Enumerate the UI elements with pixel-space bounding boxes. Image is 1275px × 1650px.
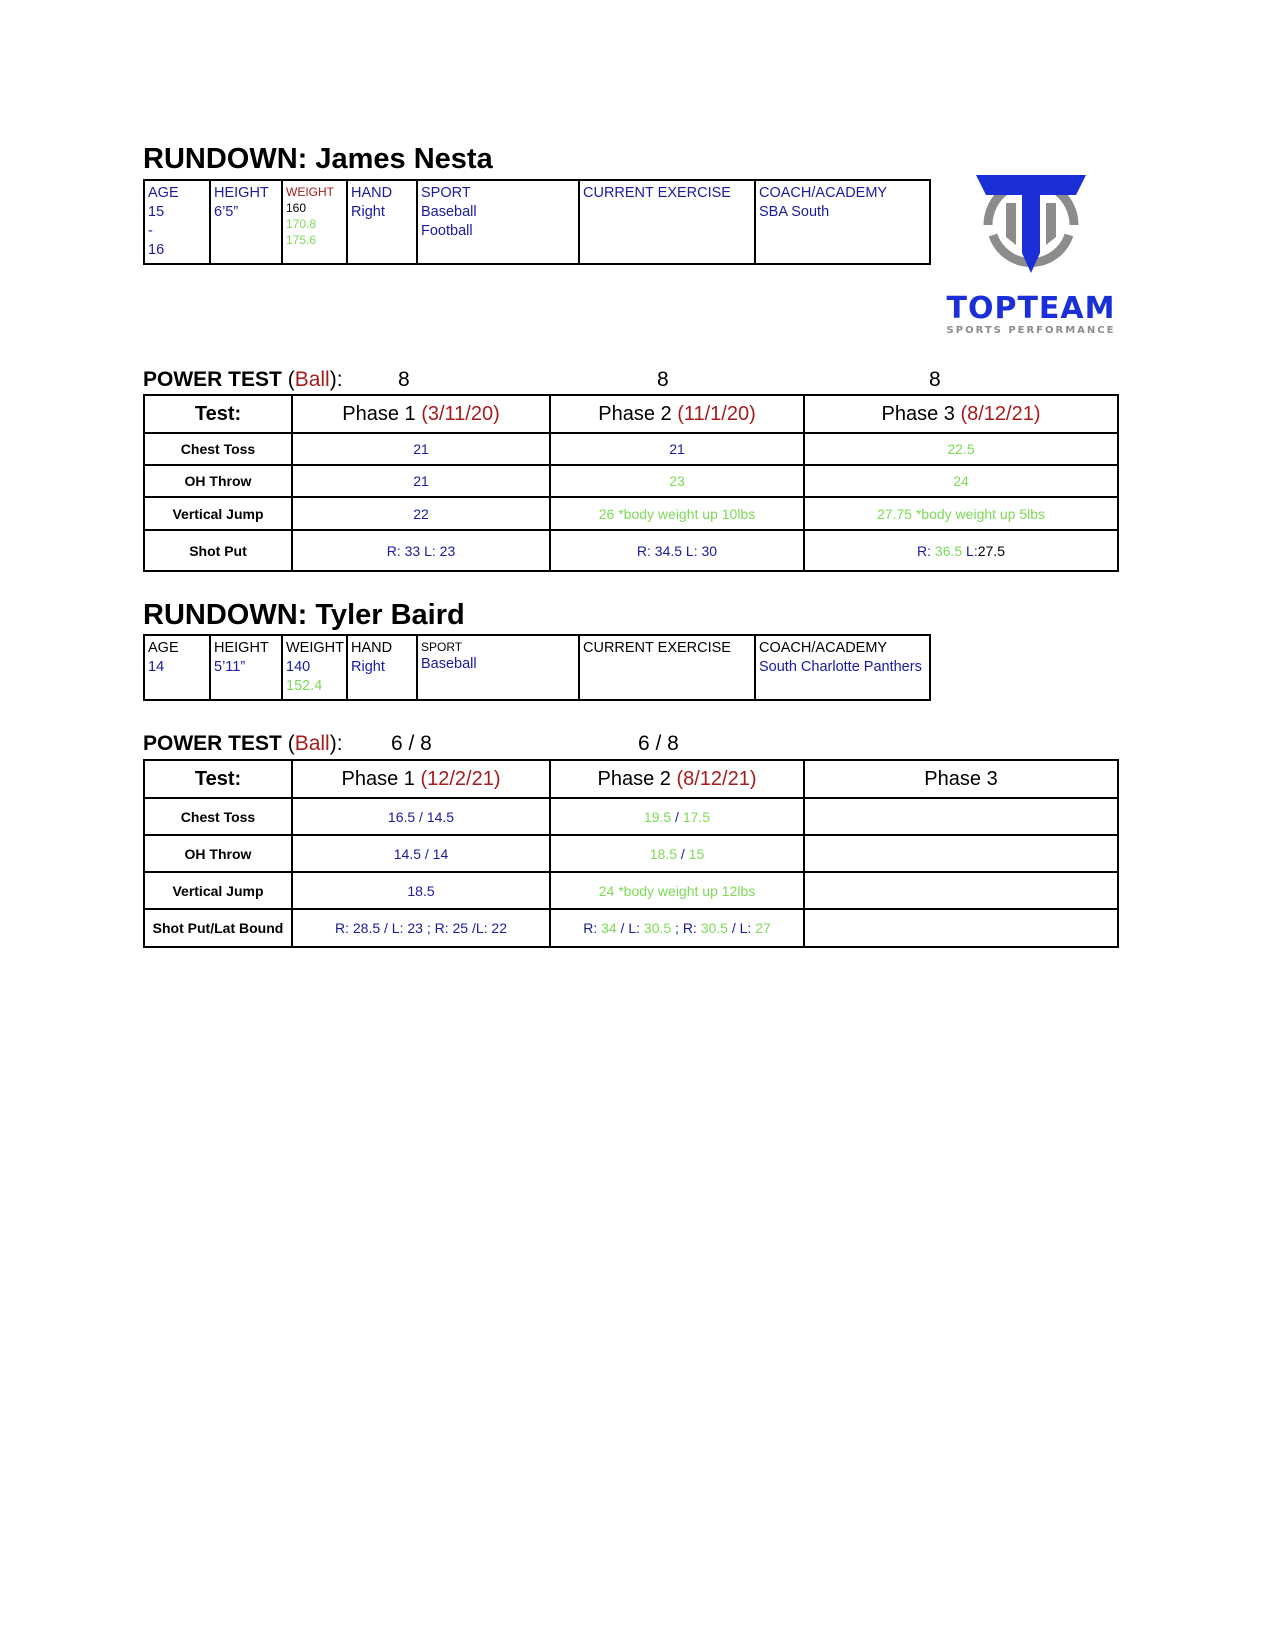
result-cell [550,433,804,465]
result-cell [804,465,1118,497]
table-row [144,872,1118,909]
result-value: 18.5 [649,845,677,862]
result-cell [292,465,550,497]
result-cell [292,872,550,909]
result-cell [804,433,1118,465]
result-cell [804,497,1118,530]
result-value: 34 [601,920,617,936]
result-value: 14.5 / 14 [393,845,449,862]
row-label: Vertical Jump [144,497,292,530]
result-cell [292,433,550,465]
power-test-table-1 [143,394,1119,572]
result-cell [804,530,1118,571]
test-header: Test: [144,395,292,433]
result-value: 15 [688,845,705,862]
table-row [144,909,1118,947]
result-value: / [671,808,683,825]
phase-header: Phase 2 (8/12/21) [550,760,804,798]
result-value: 22.5 [947,441,975,457]
result-value: 24 *body weight up 12lbs [598,882,756,899]
result-cell [292,798,550,835]
table-row [144,465,1118,497]
logo-tagline: SPORTS PERFORMANCE [946,325,1116,336]
phase-header: Phase 1 (3/11/20) [292,395,550,433]
row-label: OH Throw [144,465,292,497]
result-cell [550,909,804,947]
result-value: / [677,845,689,862]
ball-value: 8 [929,368,941,391]
result-value: R: 34.5 L: 30 [636,542,718,559]
result-cell [550,530,804,571]
athlete-info-table-1 [143,179,931,265]
result-value: 17.5 [682,808,711,825]
hand-cell: HAND Right [347,180,417,264]
phase-header: Phase 3 (8/12/21) [804,395,1118,433]
result-value: 19.5 [643,808,672,825]
result-value: R: 33 L: 23 [386,542,456,559]
result-value: 27.5 [977,542,1005,559]
result-value: R: 28.5 / L: 23 ; R: 25 /L: 22 [335,920,507,936]
result-cell [550,465,804,497]
result-value: R: [917,542,935,559]
row-label: Shot Put/Lat Bound [144,909,292,947]
result-value: 23 [669,473,685,489]
table-row [144,835,1118,872]
row-label: Shot Put [144,530,292,571]
height-cell: HEIGHT 6’5” [210,180,282,264]
power-test-label-1: POWER TEST (Ball): [143,368,343,391]
result-value: 26 *body weight up 10lbs [598,505,756,522]
result-value: 22 [413,505,429,522]
result-cell [292,530,550,571]
sport-cell: SPORT Baseball Football [417,180,579,264]
rundown-label: RUNDOWN: [143,599,308,631]
result-cell [292,497,550,530]
height-cell: HEIGHT 5’11” [210,635,282,700]
table-row [144,530,1118,571]
row-label: Vertical Jump [144,872,292,909]
result-cell [804,798,1118,835]
result-value: 27 [755,920,771,936]
result-cell [550,835,804,872]
weight-cell: WEIGHT 160 170.8 175.6 [282,180,347,264]
rundown-title-2 [143,599,465,632]
rundown-title-1 [143,143,493,176]
row-label: OH Throw [144,835,292,872]
sport-cell: SPORT Baseball [417,635,579,700]
result-value: 30.5 [643,920,672,936]
athlete-name: James Nesta [315,143,493,175]
coach-cell: COACH/ACADEMY SBA South [755,180,930,264]
result-value: 21 [413,441,429,457]
current-exercise-cell: CURRENT EXERCISE [579,180,755,264]
ball-value: 8 [398,368,410,391]
logo-emblem-icon [936,155,1126,285]
result-value: / L: [727,920,756,936]
ball-value: 6 / 8 [638,732,679,755]
result-value: 24 [953,473,969,489]
athlete-name: Tyler Baird [315,599,465,631]
result-value: 27.75 *body weight up 5lbs [876,505,1046,522]
result-cell [292,909,550,947]
table-row [144,798,1118,835]
result-value: R: [583,920,602,936]
result-value: 30.5 [700,920,728,936]
result-cell [292,835,550,872]
result-cell [804,872,1118,909]
ball-value: 8 [657,368,669,391]
row-label: Chest Toss [144,798,292,835]
phase-header: Phase 1 (12/2/21) [292,760,550,798]
row-label: Chest Toss [144,433,292,465]
result-value: 16.5 / 14.5 [387,808,455,825]
result-value: 21 [413,473,429,489]
result-cell [804,835,1118,872]
power-test-label-2: POWER TEST (Ball): [143,732,343,755]
phase-header: Phase 3 [804,760,1118,798]
rundown-label: RUNDOWN: [143,143,308,175]
table-row [144,433,1118,465]
result-value: 18.5 [407,882,435,899]
result-value: ; R: [671,920,701,936]
result-value: / L: [616,920,644,936]
coach-cell: COACH/ACADEMY South Charlotte Panthers [755,635,930,700]
age-cell: AGE 14 [144,635,210,700]
age-cell: AGE 15 - 16 [144,180,210,264]
phase-header: Phase 2 (11/1/20) [550,395,804,433]
athlete-info-table-2 [143,634,931,701]
logo-brand: TOPTEAM [946,291,1116,326]
result-value: L: [962,542,978,559]
power-test-table-2 [143,759,1119,948]
result-cell [550,497,804,530]
result-cell [550,872,804,909]
hand-cell: HAND Right [347,635,417,700]
weight-cell: WEIGHT 140 152.4 [282,635,347,700]
ball-value: 6 / 8 [391,732,432,755]
result-value: 36.5 [934,542,963,559]
topteam-logo [936,155,1126,340]
result-cell [550,798,804,835]
table-row [144,497,1118,530]
result-cell [804,909,1118,947]
current-exercise-cell: CURRENT EXERCISE [579,635,755,700]
test-header: Test: [144,760,292,798]
result-value: 21 [669,441,685,457]
